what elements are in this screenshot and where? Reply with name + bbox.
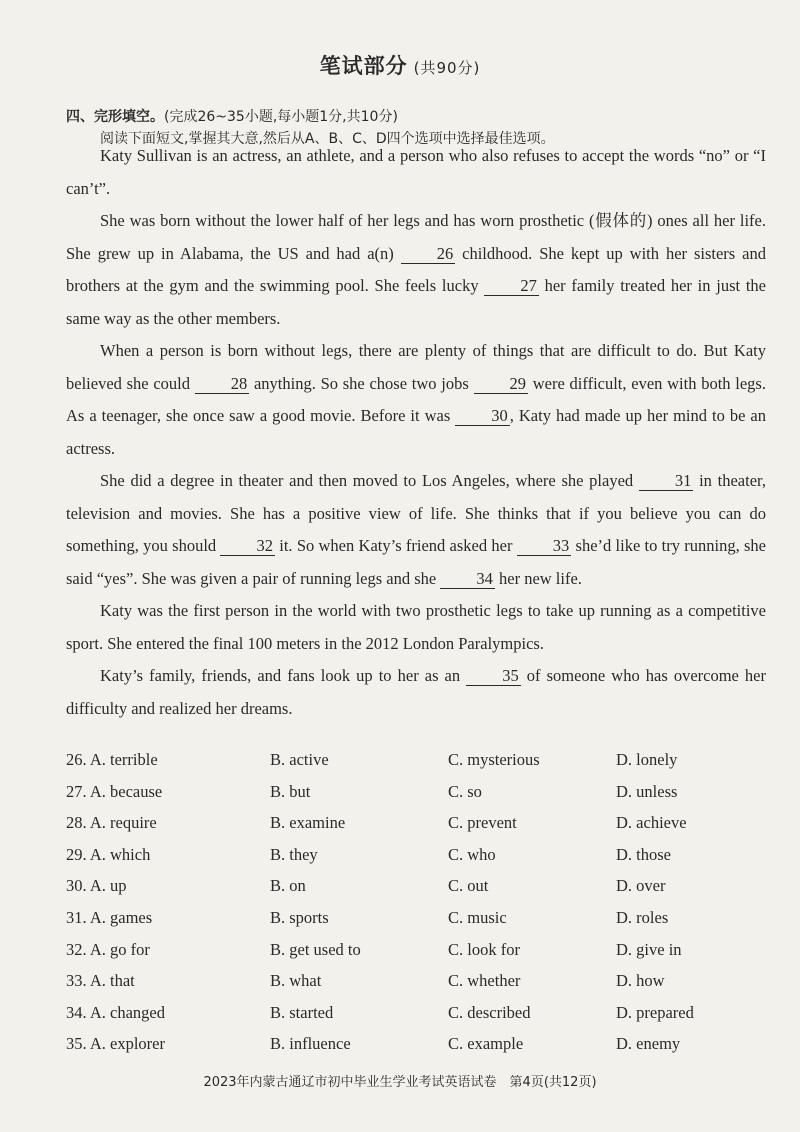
blank-28[interactable]: 28 xyxy=(195,375,250,394)
cloze-passage xyxy=(66,140,766,725)
option-a[interactable]: 27. A. because xyxy=(66,781,163,801)
option-a[interactable]: 30. A. up xyxy=(66,876,127,896)
option-b[interactable]: B. they xyxy=(270,844,318,864)
option-c[interactable]: C. mysterious xyxy=(448,750,540,769)
paragraph-4: She did a degree in theater and then moved to Los Angeles, where she played 31 in theater, television and movies. She has a positive view of life. She thinks that if you believe you can do something, you should 32 it. So when Katy’s friend asked her 33 she’d like to try running, she said “yes”. She was given a pair of running legs and she 34 her new life. xyxy=(66,471,766,588)
option-d[interactable]: D. give in xyxy=(616,939,682,959)
blank-27[interactable]: 27 xyxy=(484,277,539,296)
option-d[interactable]: D. those xyxy=(616,844,671,864)
option-d[interactable]: D. roles xyxy=(616,907,669,927)
option-b[interactable]: B. examine xyxy=(270,813,346,833)
option-row xyxy=(66,782,766,814)
option-b[interactable]: B. active xyxy=(270,750,329,769)
paragraph-3: When a person is born without legs, there are plenty of things that are difficult to do. But Katy believed she could 28 anything. So she chose two jobs 29 were difficult, even with both legs. As a teenager, she once saw a good movie. Before it was 30 , Katy had made up her mind to be an actress. xyxy=(66,341,766,458)
option-a[interactable]: 28. A. require xyxy=(66,813,157,833)
page-footer: 2023年内蒙古通辽市初中毕业生学业考试英语试卷 第4页(共12页) xyxy=(203,1075,597,1090)
option-row xyxy=(66,1003,766,1035)
option-d[interactable]: D. lonely xyxy=(616,750,678,769)
option-a[interactable]: 32. A. go for xyxy=(66,939,150,959)
option-b[interactable]: B. sports xyxy=(270,907,329,927)
option-b[interactable]: B. started xyxy=(270,1002,334,1022)
option-row xyxy=(66,1034,766,1066)
option-c[interactable]: C. prevent xyxy=(448,813,517,833)
option-row xyxy=(66,908,766,940)
section-detail: (完成26~35小题,每小题1分,共10分) xyxy=(164,109,398,125)
option-c[interactable]: C. described xyxy=(448,1002,531,1022)
option-c[interactable]: C. who xyxy=(448,844,496,864)
option-c[interactable]: C. example xyxy=(448,1034,524,1054)
option-a[interactable]: 33. A. that xyxy=(66,971,135,991)
paragraph-6: Katy’s family, friends, and fans look up to her as an 35 of someone who has overcome her difficulty and realized her dreams. xyxy=(66,666,766,718)
option-b[interactable]: B. what xyxy=(270,971,322,991)
blank-31[interactable]: 31 xyxy=(639,472,694,491)
title-score: (共90分) xyxy=(413,59,481,77)
title-text: 笔试部分 xyxy=(319,54,408,78)
option-c[interactable]: C. whether xyxy=(448,971,521,991)
section-instruction: 阅读下面短文,掌握其大意,然后从A、B、C、D四个选项中选择最佳选项。 xyxy=(100,131,555,147)
option-a[interactable]: 26. A. terrible xyxy=(66,750,158,769)
option-row xyxy=(66,813,766,845)
option-d[interactable]: D. enemy xyxy=(616,1034,681,1054)
option-c[interactable]: C. so xyxy=(448,781,482,801)
option-b[interactable]: B. but xyxy=(270,781,311,801)
option-d[interactable]: D. how xyxy=(616,971,665,991)
option-b[interactable]: B. influence xyxy=(270,1034,351,1054)
option-a[interactable]: 34. A. changed xyxy=(66,1002,165,1022)
option-d[interactable]: D. achieve xyxy=(616,813,687,833)
option-row xyxy=(66,971,766,1003)
option-c[interactable]: C. out xyxy=(448,876,489,896)
option-d[interactable]: D. over xyxy=(616,876,666,896)
paragraph-2: She was born without the lower half of her legs and has worn prosthetic (假体的) ones all her life. She grew up in Alabama, the US and had a(n) 26 childhood. She kept up with her sisters and brothers at the gym and the swimming pool. She feels lucky 27 her family treated her in just the same way as the other members. xyxy=(66,211,766,328)
option-c[interactable]: C. music xyxy=(448,907,507,927)
section-label: 四、完形填空。 xyxy=(66,109,164,125)
blank-26[interactable]: 26 xyxy=(401,245,456,264)
option-row xyxy=(66,940,766,972)
paragraph-5: Katy was the first person in the world with two prosthetic legs to take up running as a competitive sport. She entered the final 100 meters in the 2012 London Paralympics. xyxy=(66,601,766,653)
blank-30[interactable]: 30 xyxy=(455,407,510,426)
answer-options xyxy=(66,750,766,1066)
option-a[interactable]: 29. A. which xyxy=(66,844,151,864)
blank-29[interactable]: 29 xyxy=(474,375,529,394)
page-title xyxy=(0,50,800,80)
blank-32[interactable]: 32 xyxy=(220,537,275,556)
option-d[interactable]: D. unless xyxy=(616,781,678,801)
option-row xyxy=(66,750,766,782)
paragraph-1: Katy Sullivan is an actress, an athlete, and a person who also refuses to accept the words “no” or “I can’t”. xyxy=(66,146,766,198)
option-a[interactable]: 31. A. games xyxy=(66,907,153,927)
option-row xyxy=(66,845,766,877)
option-d[interactable]: D. prepared xyxy=(616,1002,694,1022)
blank-33[interactable]: 33 xyxy=(517,537,572,556)
option-a[interactable]: 35. A. explorer xyxy=(66,1034,165,1054)
blank-34[interactable]: 34 xyxy=(440,570,495,589)
section-heading xyxy=(66,106,398,126)
option-b[interactable]: B. on xyxy=(270,876,306,896)
option-b[interactable]: B. get used to xyxy=(270,939,361,959)
option-c[interactable]: C. look for xyxy=(448,939,520,959)
option-row xyxy=(66,876,766,908)
blank-35[interactable]: 35 xyxy=(466,667,521,686)
